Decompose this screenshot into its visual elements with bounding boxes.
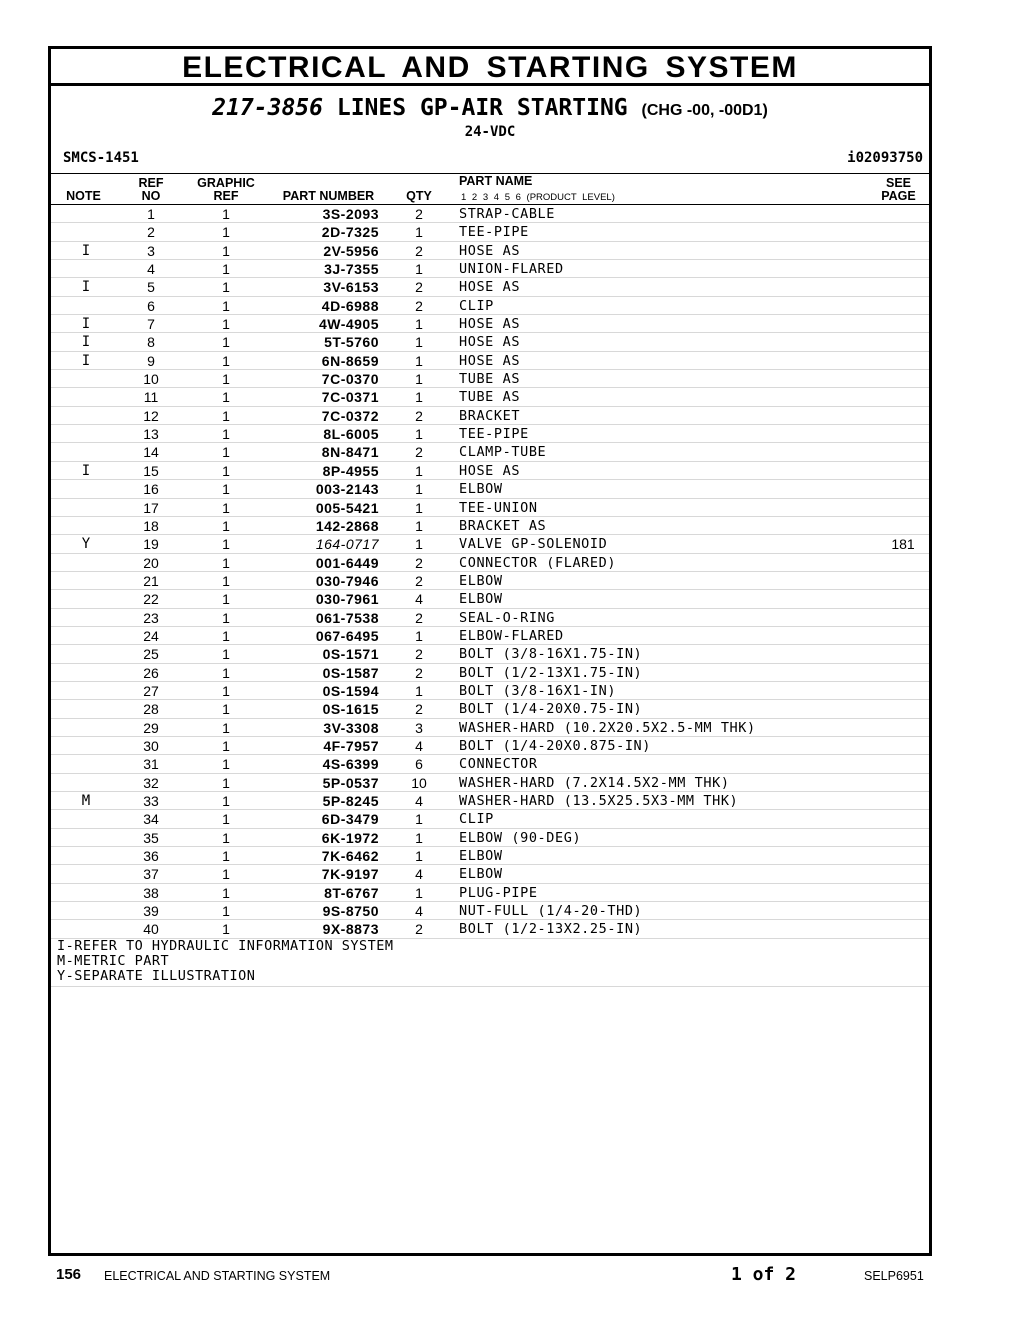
part-name-cell: CONNECTOR (FLARED) xyxy=(459,554,617,571)
col-graphic-header-top: GRAPHIC xyxy=(197,176,255,190)
part-number-cell: 7K-6462 xyxy=(321,848,379,865)
note-cell: Y xyxy=(81,536,91,553)
ref-no-cell: 24 xyxy=(143,627,159,644)
col-part-name-header: PART NAME xyxy=(459,174,533,188)
part-name-cell: TEE-PIPE xyxy=(459,224,529,241)
graphic-ref-cell: 1 xyxy=(222,279,230,296)
part-name-cell: TEE-UNION xyxy=(459,499,538,516)
part-name-cell: HOSE AS xyxy=(459,462,521,479)
parts-table xyxy=(51,205,929,939)
footer-section-title: ELECTRICAL AND STARTING SYSTEM xyxy=(104,1269,331,1283)
qty-cell: 4 xyxy=(415,903,423,920)
table-row xyxy=(51,315,929,333)
part-number-cell: 5P-0537 xyxy=(322,774,379,791)
table-row xyxy=(51,810,929,828)
qty-cell: 1 xyxy=(415,481,423,498)
ref-no-cell: 36 xyxy=(143,848,159,865)
graphic-ref-cell: 1 xyxy=(222,609,230,626)
graphic-ref-cell: 1 xyxy=(222,242,230,259)
qty-cell: 1 xyxy=(415,371,423,388)
graphic-ref-cell: 1 xyxy=(222,811,230,828)
qty-cell: 2 xyxy=(415,407,423,424)
part-name-cell: ELBOW-FLARED xyxy=(459,627,564,644)
part-name-cell: NUT-FULL (1/4-20-THD) xyxy=(459,903,643,920)
graphic-ref-cell: 1 xyxy=(222,848,230,865)
table-row xyxy=(51,792,929,810)
part-name-cell: HOSE AS xyxy=(459,334,521,351)
ref-no-cell: 13 xyxy=(143,426,159,443)
graphic-ref-cell: 1 xyxy=(222,517,230,534)
group-part-number: 217-3856 xyxy=(212,95,323,121)
graphic-ref-cell: 1 xyxy=(222,866,230,883)
graphic-ref-cell: 1 xyxy=(222,426,230,443)
part-number-cell: 003-2143 xyxy=(315,481,379,498)
part-name-cell: ELBOW xyxy=(459,848,503,865)
qty-cell: 1 xyxy=(415,426,423,443)
graphic-ref-cell: 1 xyxy=(222,627,230,644)
table-row xyxy=(51,499,929,517)
part-number-cell: 0S-1615 xyxy=(322,701,379,718)
part-name-cell: TUBE AS xyxy=(459,389,521,406)
qty-cell: 1 xyxy=(415,499,423,516)
smcs-code: SMCS-1451 xyxy=(63,150,139,166)
part-name-cell: PLUG-PIPE xyxy=(459,884,538,901)
ref-no-cell: 21 xyxy=(143,572,159,589)
qty-cell: 1 xyxy=(415,627,423,644)
qty-cell: 2 xyxy=(415,572,423,589)
part-number-cell: 2V-5956 xyxy=(323,242,379,259)
table-row xyxy=(51,847,929,865)
ref-no-cell: 5 xyxy=(147,279,155,296)
part-number-cell: 9S-8750 xyxy=(322,903,379,920)
part-number-cell: 2D-7325 xyxy=(321,224,379,241)
graphic-ref-cell: 1 xyxy=(222,444,230,461)
ref-no-cell: 33 xyxy=(143,793,159,809)
part-name-cell: TEE-PIPE xyxy=(459,426,529,443)
table-row xyxy=(51,242,929,260)
part-number-cell: 164-0717 xyxy=(315,536,379,553)
graphic-ref-cell: 1 xyxy=(222,646,230,663)
qty-cell: 1 xyxy=(415,334,423,351)
table-row xyxy=(51,737,929,755)
note-line: I-REFER TO HYDRAULIC INFORMATION SYSTEM xyxy=(57,938,394,954)
graphic-ref-cell: 1 xyxy=(222,664,230,681)
graphic-ref-cell: 1 xyxy=(222,903,230,920)
part-number-cell: 3S-2093 xyxy=(322,206,379,222)
graphic-ref-cell: 1 xyxy=(222,499,230,516)
qty-cell: 6 xyxy=(415,756,423,773)
note-line: Y-SEPARATE ILLUSTRATION xyxy=(57,968,256,984)
table-row xyxy=(51,774,929,792)
part-number-cell: 030-7946 xyxy=(315,572,379,589)
part-number-cell: 6K-1972 xyxy=(321,829,379,846)
part-number-cell: 8T-6767 xyxy=(324,884,379,901)
qty-cell: 1 xyxy=(415,848,423,865)
qty-cell: 10 xyxy=(411,774,427,791)
part-number-cell: 067-6495 xyxy=(315,627,379,644)
ref-no-cell: 30 xyxy=(143,737,159,754)
note-line: M-METRIC PART xyxy=(57,953,170,969)
part-number-cell: 3V-3308 xyxy=(323,719,379,736)
part-name-cell: CLIP xyxy=(459,811,494,828)
group-heading xyxy=(51,95,929,124)
ref-no-cell: 18 xyxy=(143,517,159,534)
table-row xyxy=(51,572,929,590)
part-name-cell: BOLT (3/8-16X1-IN) xyxy=(459,682,617,699)
qty-cell: 2 xyxy=(415,444,423,461)
ref-no-cell: 26 xyxy=(143,664,159,681)
table-row xyxy=(51,590,929,608)
table-row xyxy=(51,407,929,425)
col-ref-header xyxy=(131,177,171,203)
graphic-ref-cell: 1 xyxy=(222,793,230,809)
ref-no-cell: 31 xyxy=(143,756,159,773)
section-title: ELECTRICAL AND STARTING SYSTEM xyxy=(182,51,798,84)
table-row xyxy=(51,865,929,883)
part-name-cell: BOLT (1/2-13X2.25-IN) xyxy=(459,921,643,938)
graphic-ref-cell: 1 xyxy=(222,719,230,736)
qty-cell: 4 xyxy=(415,737,423,754)
part-number-cell: 6D-3479 xyxy=(321,811,379,828)
qty-cell: 1 xyxy=(415,517,423,534)
graphic-ref-cell: 1 xyxy=(222,371,230,388)
part-name-cell: BOLT (1/4-20X0.75-IN) xyxy=(459,701,643,718)
graphic-ref-cell: 1 xyxy=(222,407,230,424)
part-name-cell: SEAL-O-RING xyxy=(459,609,556,626)
graphic-ref-cell: 1 xyxy=(222,316,230,333)
graphic-ref-cell: 1 xyxy=(222,884,230,901)
ref-no-cell: 34 xyxy=(143,811,159,828)
part-number-cell: 8N-8471 xyxy=(321,444,379,461)
graphic-ref-cell: 1 xyxy=(222,261,230,278)
qty-cell: 1 xyxy=(415,462,423,479)
part-name-cell: ELBOW (90-DEG) xyxy=(459,829,582,846)
ref-no-cell: 7 xyxy=(147,316,155,333)
part-number-cell: 001-6449 xyxy=(315,554,379,571)
qty-cell: 1 xyxy=(415,352,423,369)
table-row xyxy=(51,682,929,700)
qty-cell: 4 xyxy=(415,866,423,883)
qty-cell: 1 xyxy=(415,884,423,901)
table-row xyxy=(51,609,929,627)
col-ref-header-bottom: NO xyxy=(141,189,161,203)
change-level: (CHG -00, -00D1) xyxy=(641,102,768,119)
ref-no-cell: 35 xyxy=(143,829,159,846)
table-row xyxy=(51,517,929,535)
part-number-cell: 5P-8245 xyxy=(322,793,379,809)
part-name-cell: WASHER-HARD (7.2X14.5X2-MM THK) xyxy=(459,774,730,791)
part-name-cell: VALVE GP-SOLENOID xyxy=(459,536,608,553)
notes-divider xyxy=(51,986,929,987)
graphic-ref-cell: 1 xyxy=(222,921,230,938)
part-name-cell: HOSE AS xyxy=(459,352,521,369)
ref-no-cell: 16 xyxy=(143,481,159,498)
part-number-cell: 4S-6399 xyxy=(322,756,379,773)
part-number-cell: 0S-1587 xyxy=(322,664,379,681)
graphic-ref-cell: 1 xyxy=(222,774,230,791)
ref-no-cell: 37 xyxy=(143,866,159,883)
qty-cell: 1 xyxy=(415,389,423,406)
ref-no-cell: 19 xyxy=(143,536,159,553)
qty-cell: 3 xyxy=(415,719,423,736)
qty-cell: 1 xyxy=(415,316,423,333)
title-divider xyxy=(51,83,929,86)
graphic-ref-cell: 1 xyxy=(222,737,230,754)
ref-no-cell: 25 xyxy=(143,646,159,663)
note-cell: I xyxy=(81,334,91,351)
qty-cell: 2 xyxy=(415,279,423,296)
graphic-ref-cell: 1 xyxy=(222,756,230,773)
note-cell: I xyxy=(81,316,91,333)
qty-cell: 2 xyxy=(415,701,423,718)
ref-no-cell: 9 xyxy=(147,352,155,369)
table-row xyxy=(51,370,929,388)
ref-no-cell: 2 xyxy=(147,224,155,241)
table-row xyxy=(51,223,929,241)
table-row xyxy=(51,719,929,737)
graphic-ref-cell: 1 xyxy=(222,352,230,369)
part-number-cell: 7C-0370 xyxy=(321,371,379,388)
ref-no-cell: 27 xyxy=(143,682,159,699)
ref-no-cell: 8 xyxy=(147,334,155,351)
ref-no-cell: 29 xyxy=(143,719,159,736)
part-name-cell: CONNECTOR xyxy=(459,756,538,773)
qty-cell: 2 xyxy=(415,646,423,663)
ref-no-cell: 11 xyxy=(143,389,159,406)
table-row xyxy=(51,645,929,663)
graphic-ref-cell: 1 xyxy=(222,224,230,241)
table-row xyxy=(51,388,929,406)
part-name-cell: ELBOW xyxy=(459,591,503,608)
part-number-cell: 9X-8873 xyxy=(322,921,379,938)
table-row xyxy=(51,425,929,443)
graphic-ref-cell: 1 xyxy=(222,572,230,589)
note-cell: I xyxy=(81,352,91,369)
note-cell: I xyxy=(81,462,91,479)
part-name-cell: ELBOW xyxy=(459,866,503,883)
part-name-cell: HOSE AS xyxy=(459,316,521,333)
table-row xyxy=(51,627,929,645)
graphic-ref-cell: 1 xyxy=(222,462,230,479)
part-number-cell: 3V-6153 xyxy=(323,279,379,296)
part-name-cell: BRACKET AS xyxy=(459,517,547,534)
table-row xyxy=(51,902,929,920)
part-number-cell: 7C-0371 xyxy=(321,389,379,406)
graphic-ref-cell: 1 xyxy=(222,389,230,406)
qty-cell: 2 xyxy=(415,664,423,681)
qty-cell: 1 xyxy=(415,811,423,828)
part-number-cell: 6N-8659 xyxy=(321,352,379,369)
table-row xyxy=(51,920,929,938)
col-graphic-header xyxy=(191,177,261,203)
qty-cell: 2 xyxy=(415,609,423,626)
graphic-ref-cell: 1 xyxy=(222,297,230,314)
part-number-cell: 5T-5760 xyxy=(324,334,379,351)
sheet-indicator: 1 of 2 xyxy=(731,1264,797,1285)
note-cell: M xyxy=(81,793,91,809)
ref-no-cell: 4 xyxy=(147,261,155,278)
col-qty-header: QTY xyxy=(406,189,432,203)
graphic-ref-cell: 1 xyxy=(222,481,230,498)
ref-no-cell: 6 xyxy=(147,297,155,314)
graphic-ref-cell: 1 xyxy=(222,554,230,571)
part-name-cell: WASHER-HARD (13.5X25.5X3-MM THK) xyxy=(459,793,739,809)
part-number-cell: 061-7538 xyxy=(315,609,379,626)
part-name-cell: ELBOW xyxy=(459,572,503,589)
note-cell: I xyxy=(81,242,91,259)
part-name-cell: CLIP xyxy=(459,297,494,314)
part-name-cell: BOLT (1/4-20X0.875-IN) xyxy=(459,737,652,754)
table-row xyxy=(51,205,929,223)
table-row xyxy=(51,462,929,480)
ref-no-cell: 38 xyxy=(143,884,159,901)
see-page-cell: 181 xyxy=(891,536,915,553)
col-part-number-header: PART NUMBER xyxy=(282,189,375,203)
graphic-ref-cell: 1 xyxy=(222,829,230,846)
qty-cell: 2 xyxy=(415,297,423,314)
part-number-cell: 4D-6988 xyxy=(321,297,379,314)
page-number: 156 xyxy=(56,1266,82,1283)
qty-cell: 4 xyxy=(415,591,423,608)
part-name-cell: ELBOW xyxy=(459,481,503,498)
part-number-cell: 8L-6005 xyxy=(323,426,379,443)
publication-number: SELP6951 xyxy=(864,1269,924,1283)
col-graphic-header-bottom: REF xyxy=(213,189,239,203)
col-see-header-top: SEE xyxy=(885,176,911,190)
part-number-cell: 030-7961 xyxy=(315,591,379,608)
group-part-name: LINES GP-AIR STARTING xyxy=(336,95,628,121)
qty-cell: 1 xyxy=(415,224,423,241)
qty-cell: 1 xyxy=(415,536,423,553)
note-cell: I xyxy=(81,279,91,296)
qty-cell: 1 xyxy=(415,261,423,278)
part-number-cell: 4F-7957 xyxy=(323,737,379,754)
part-name-cell: WASHER-HARD (10.2X20.5X2.5-MM THK) xyxy=(459,719,756,736)
part-number-cell: 4W-4905 xyxy=(318,316,379,333)
ref-no-cell: 3 xyxy=(147,242,155,259)
col-note-header: NOTE xyxy=(66,189,101,203)
table-row xyxy=(51,554,929,572)
table-row xyxy=(51,480,929,498)
part-number-cell: 142-2868 xyxy=(315,517,379,534)
part-number-cell: 0S-1571 xyxy=(322,646,379,663)
page-frame xyxy=(48,46,932,1256)
ref-no-cell: 15 xyxy=(143,462,159,479)
ref-no-cell: 39 xyxy=(143,903,159,920)
col-see-page-header xyxy=(871,177,926,203)
part-name-cell: BOLT (3/8-16X1.75-IN) xyxy=(459,646,643,663)
table-row xyxy=(51,700,929,718)
col-ref-header-top: REF xyxy=(138,176,164,190)
ref-no-cell: 23 xyxy=(143,609,159,626)
qty-cell: 2 xyxy=(415,242,423,259)
col-see-header-bottom: PAGE xyxy=(881,189,916,203)
graphic-ref-cell: 1 xyxy=(222,334,230,351)
notes-block xyxy=(57,939,393,984)
table-row xyxy=(51,884,929,902)
graphic-ref-cell: 1 xyxy=(222,701,230,718)
qty-cell: 2 xyxy=(415,206,423,222)
graphic-ref-cell: 1 xyxy=(222,682,230,699)
ref-no-cell: 20 xyxy=(143,554,159,571)
table-row xyxy=(51,535,929,553)
qty-cell: 2 xyxy=(415,921,423,938)
part-number-cell: 8P-4955 xyxy=(322,462,379,479)
table-row xyxy=(51,352,929,370)
part-name-cell: TUBE AS xyxy=(459,371,521,388)
part-number-cell: 7K-9197 xyxy=(321,866,379,883)
ref-no-cell: 14 xyxy=(143,444,159,461)
part-name-cell: BOLT (1/2-13X1.75-IN) xyxy=(459,664,643,681)
part-name-cell: CLAMP-TUBE xyxy=(459,444,547,461)
ref-no-cell: 10 xyxy=(143,371,159,388)
part-name-cell: HOSE AS xyxy=(459,279,521,296)
ref-no-cell: 40 xyxy=(143,921,159,938)
part-name-cell: UNION-FLARED xyxy=(459,261,564,278)
illustration-id: i02093750 xyxy=(847,150,923,166)
qty-cell: 1 xyxy=(415,829,423,846)
part-name-cell: STRAP-CABLE xyxy=(459,206,556,222)
table-row xyxy=(51,297,929,315)
ref-no-cell: 12 xyxy=(143,407,159,424)
part-name-cell: BRACKET xyxy=(459,407,521,424)
ref-no-cell: 1 xyxy=(147,206,155,222)
ref-no-cell: 28 xyxy=(143,701,159,718)
ref-no-cell: 17 xyxy=(143,499,159,516)
graphic-ref-cell: 1 xyxy=(222,206,230,222)
table-row xyxy=(51,260,929,278)
graphic-ref-cell: 1 xyxy=(222,536,230,553)
part-number-cell: 0S-1594 xyxy=(322,682,379,699)
table-row xyxy=(51,664,929,682)
ref-no-cell: 32 xyxy=(143,774,159,791)
ref-no-cell: 22 xyxy=(143,591,159,608)
table-row xyxy=(51,829,929,847)
qty-cell: 2 xyxy=(415,554,423,571)
part-number-cell: 7C-0372 xyxy=(321,407,379,424)
part-name-cell: HOSE AS xyxy=(459,242,521,259)
voltage-label: 24-VDC xyxy=(464,124,516,140)
table-row xyxy=(51,278,929,296)
part-number-cell: 005-5421 xyxy=(315,499,379,516)
table-row xyxy=(51,443,929,461)
product-level-labels: 1 2 3 4 5 6 (PRODUCT LEVEL) xyxy=(461,192,615,203)
table-row xyxy=(51,755,929,773)
qty-cell: 4 xyxy=(415,793,423,809)
qty-cell: 1 xyxy=(415,682,423,699)
table-row xyxy=(51,333,929,351)
graphic-ref-cell: 1 xyxy=(222,591,230,608)
part-number-cell: 3J-7355 xyxy=(324,261,379,278)
